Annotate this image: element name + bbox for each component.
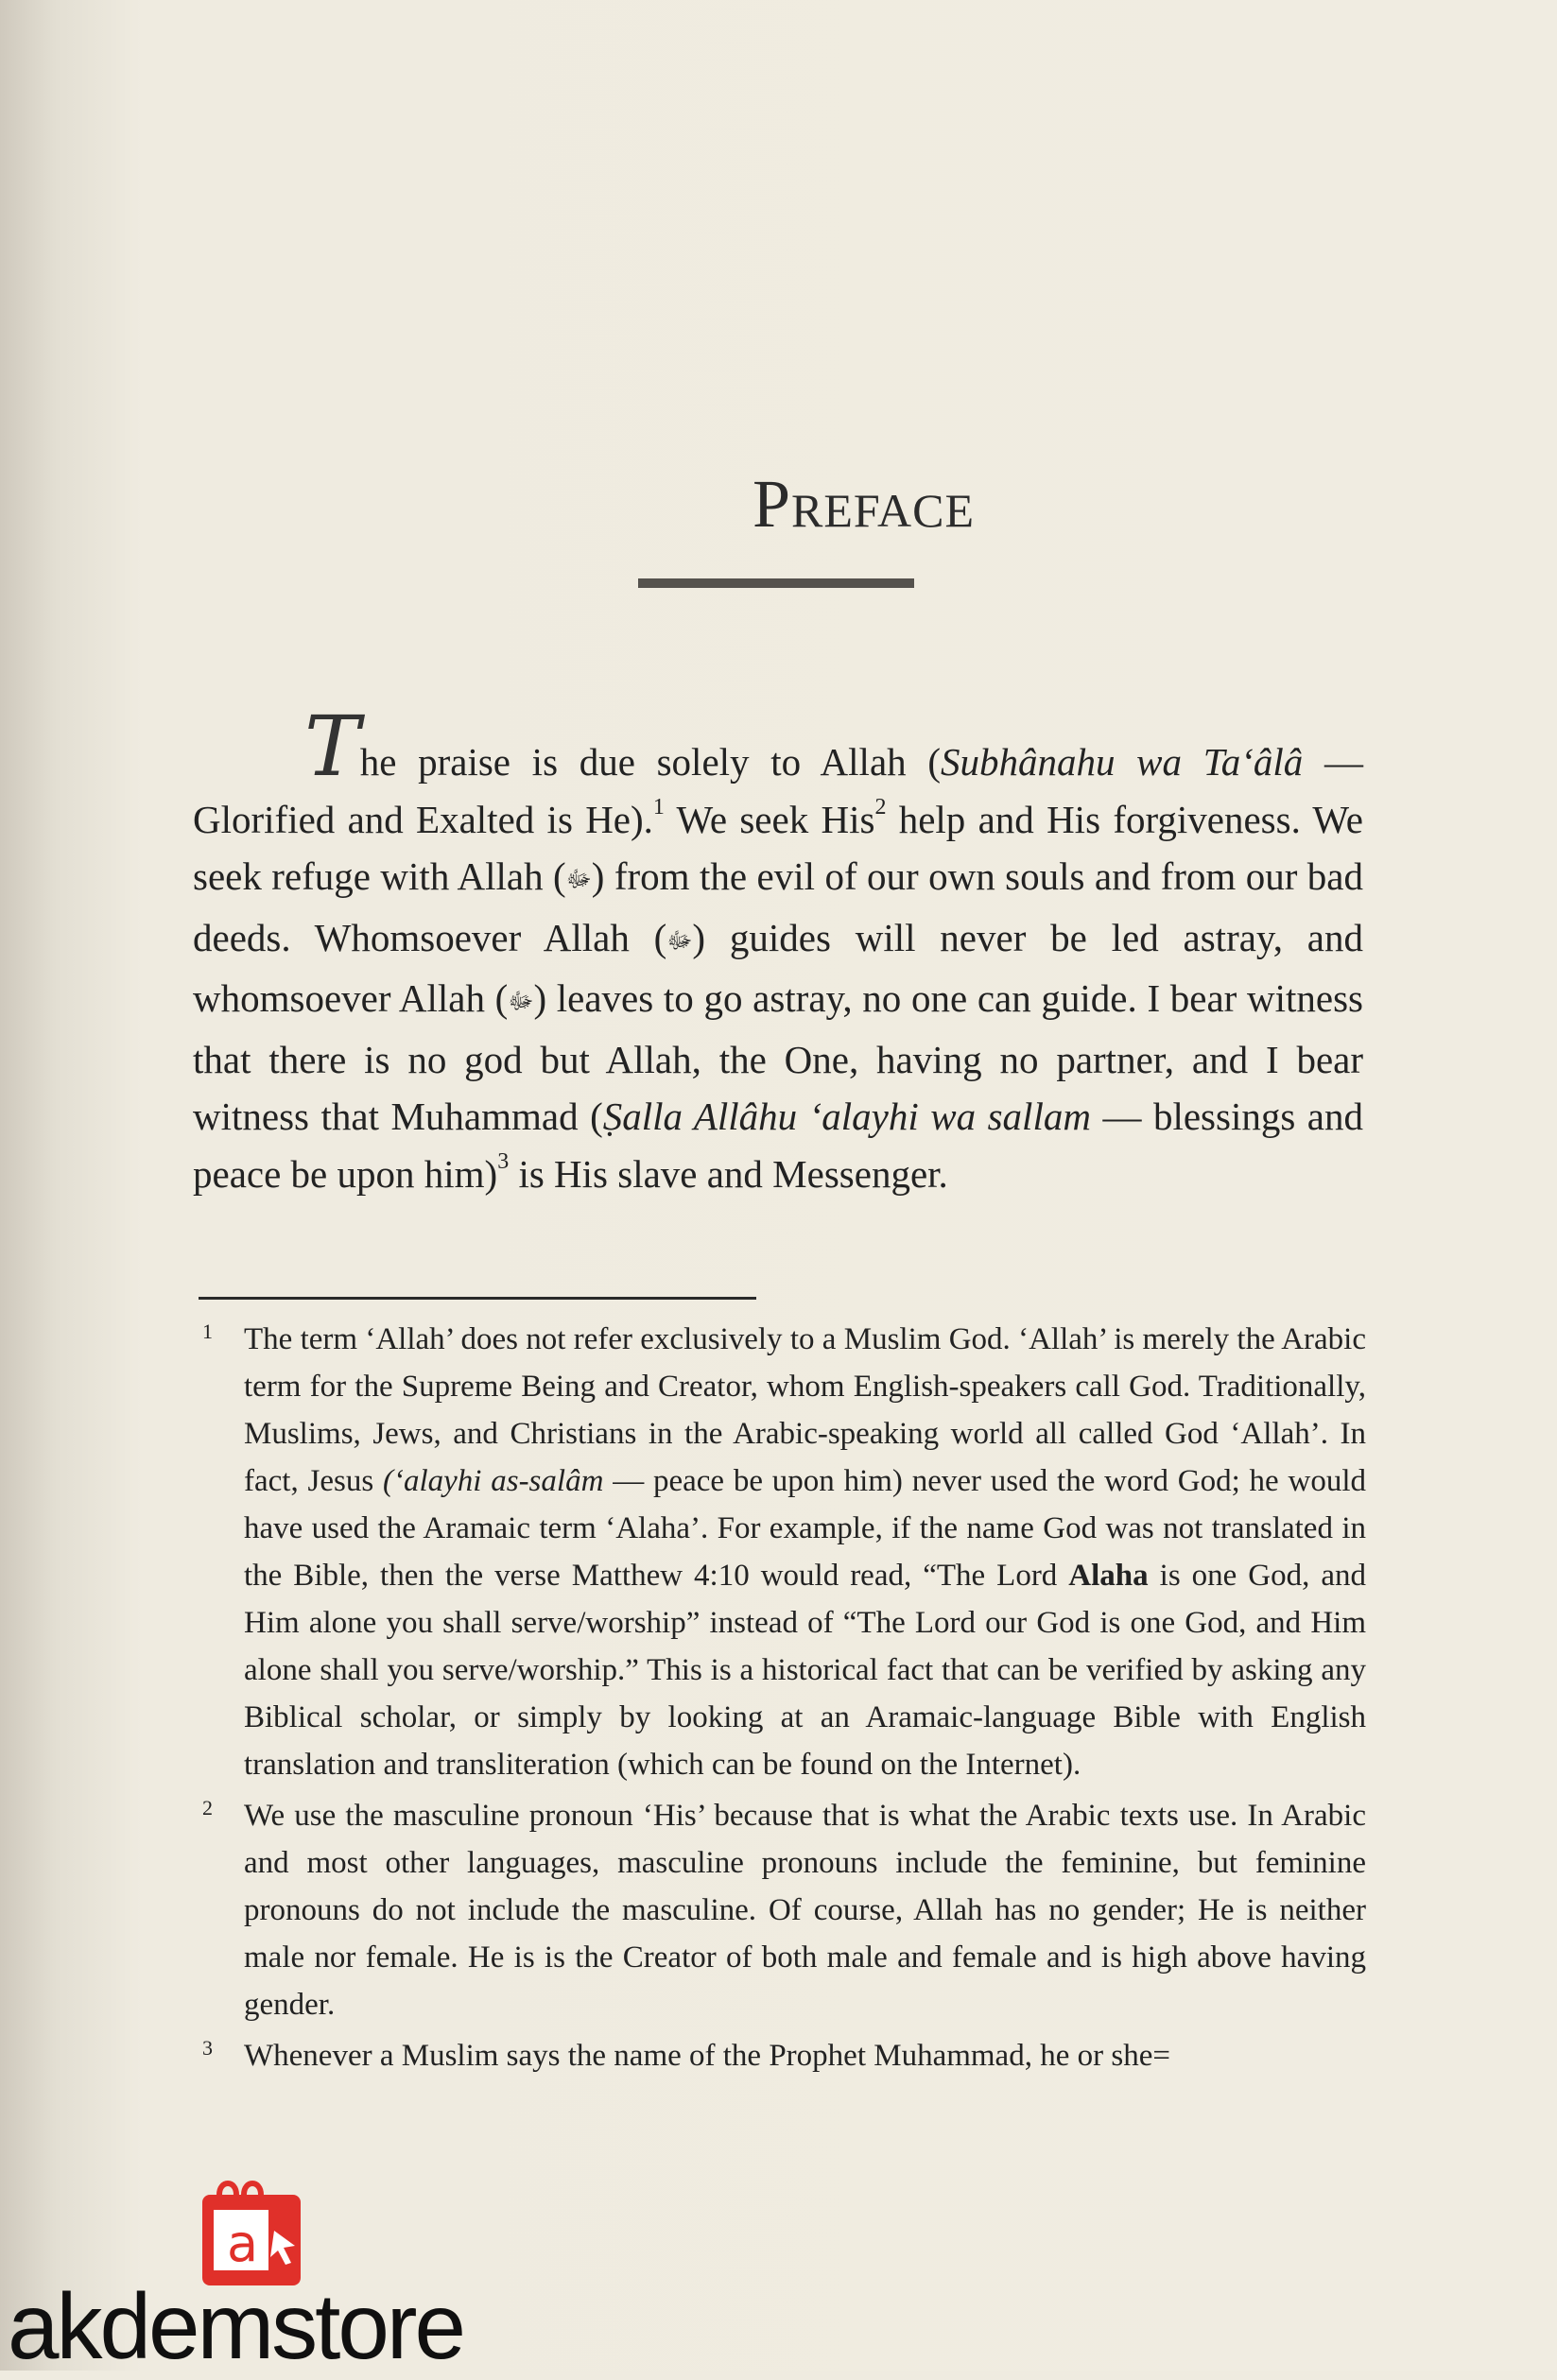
footnote-ref-2[interactable]: 2 <box>874 794 887 819</box>
page-title: Preface <box>752 466 976 542</box>
honorific-glyph: ﷻ <box>565 868 592 892</box>
footnote-ref-1[interactable]: 1 <box>652 794 665 819</box>
footnote-3: 3 Whenever a Muslim says the name of the Prophet Muhammad, he or she= <box>199 2032 1366 2079</box>
footnote-number: 1 <box>202 1319 213 1343</box>
footnotes <box>199 1316 1366 2083</box>
footnote-separator <box>199 1297 756 1300</box>
brand-wordmark: akdemstore <box>8 2274 464 2378</box>
honorific-glyph: ﷻ <box>666 928 693 954</box>
footnote-number: 2 <box>202 1796 213 1819</box>
footnote-number: 3 <box>202 2036 213 2060</box>
book-bag-icon <box>202 2183 301 2285</box>
footnote-2: 2 We use the masculine pronoun ‘His’ because that is what the Arabic texts use. In Arabic and most other languages, masculine pronouns include the feminine, but feminine pronouns do not include the masculine. Of course, Allah has no gender; He is neither male nor female. He is is the Creator of both male and female and is high above having gender. <box>199 1792 1366 2028</box>
footnote-ref-3[interactable]: 3 <box>497 1148 510 1174</box>
honorific-glyph: ﷻ <box>508 990 534 1014</box>
drop-cap: T <box>304 698 360 795</box>
svg-text:a: a <box>227 2214 259 2273</box>
footnote-1: 1 The term ‘Allah’ does not refer exclusively to a Muslim God. ‘Allah’ is merely the Arabic term for the Supreme Being and Creator, whom English-speakers call God. Traditionally, Muslims, Jews, and Christians in the Arabic-speaking world all called God ‘Allah’. In fact, Jesus (‘alayhi as-salâm — peace be upon him) never used the word God; he would have used the Aramaic term ‘Alaha’. For example, if the name God was not translated in the Bible, then the verse Matthew 4:10 would read, “The Lord Alaha is one God, and Him alone you shall serve/worship” instead of “The Lord our God is one God, and Him alone shall you serve/worship.” This is a historical fact that can be verified by asking any Biblical scholar, or simply by looking at an Aramaic-language Bible with English translation and transliteration (which can be found on the Internet). <box>199 1316 1366 1788</box>
preface-paragraph: The praise is due solely to Allah (Subhânahu wa Ta‘âlâ — Glorified and Exalted is He).$^1$ We seek His$^2$ help and His forgiveness. We seek refuge with Allah (ﷻ) from the evil of our own souls and from our bad deeds. Whomsoever Allah (ﷻ) guides will never be led astray, and whomsoever Allah (ﷻ) leaves to go astray, no one can guide. I bear witness that there is no god but Allah, the One, having no partner, and I bear witness that Muhammad (Ṣalla Allâhu ‘alayhi wa sallam — blessings and peace be upon him)$^3$ is His slave and Messenger. <box>193 698 1363 1196</box>
title-underline <box>638 578 914 588</box>
